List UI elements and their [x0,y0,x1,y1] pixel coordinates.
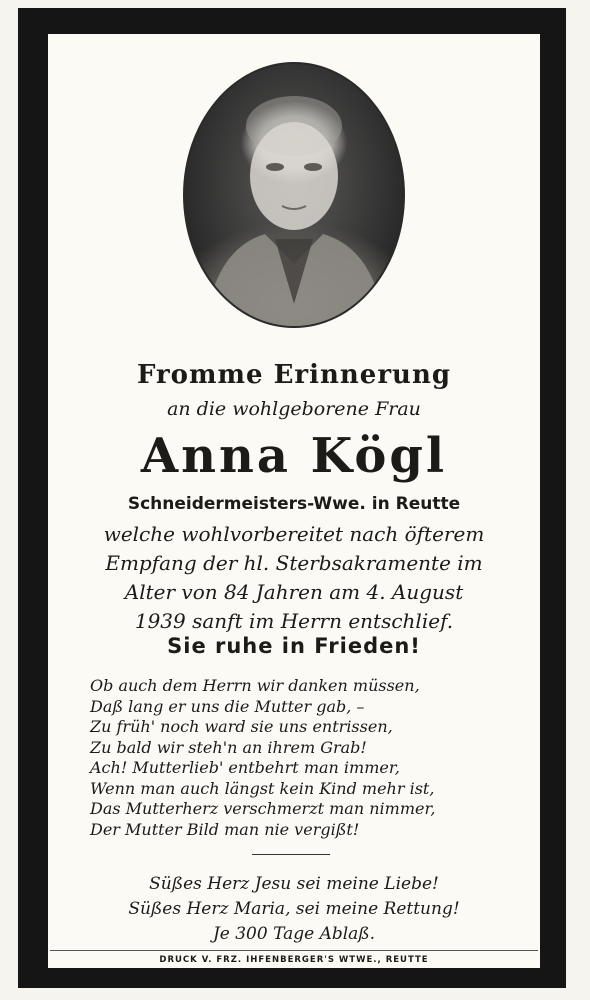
portrait-figure [185,64,403,326]
printer-credit: DRUCK V. FRZ. IHFENBERGER'S WTWE., REUTTE [159,955,429,965]
footer-rule [50,950,538,951]
poem-line: Ach! Mutterlieb' entbehrt man immer, [90,758,400,777]
rest-in-peace-line: Sie ruhe in Frieden! [167,634,421,658]
paragraph-line: Alter von 84 Jahren am 4. August [124,580,464,604]
prayer-line: Süßes Herz Jesu sei meine Liebe! [149,874,439,894]
memorial-poem [90,676,510,840]
divider-line [252,854,330,855]
paragraph-line: Empfang der hl. Sterbsakramente im [105,551,483,575]
poem-line: Zu früh' noch ward sie uns entrissen, [90,717,393,736]
poem-line: Daß lang er uns die Mutter gab, – [90,696,365,716]
poem-line: Das Mutterherz verschmerzt man nimmer, [90,799,436,818]
poem-line: Der Mutter Bild man nie vergißt! [90,819,360,839]
portrait-photo [183,62,405,328]
closing-prayers [48,872,540,947]
occupation-line: Schneidermeisters-Wwe. in Reutte [127,494,461,514]
deceased-name: Anna Kögl [140,428,448,484]
paragraph-line: 1939 sanft im Herrn entschlief. [134,609,454,633]
poem-line: Wenn man auch längst kein Kind mehr ist, [90,778,435,798]
paragraph-line: welche wohlvorbereitet nach öfterem [103,522,485,546]
poem-line: Zu bald wir steh'n an ihrem Grab! [90,737,367,757]
prayer-line: Süßes Herz Maria, sei meine Rettung! [128,899,460,919]
indulgence-line: Je 300 Tage Ablaß. [212,924,376,944]
card-title: Fromme Erinnerung [136,360,452,390]
card-subtitle: an die wohlgeborene Frau [167,398,421,420]
death-notice-paragraph [48,520,540,636]
poem-line: Ob auch dem Herrn wir danken müssen, [90,676,420,695]
